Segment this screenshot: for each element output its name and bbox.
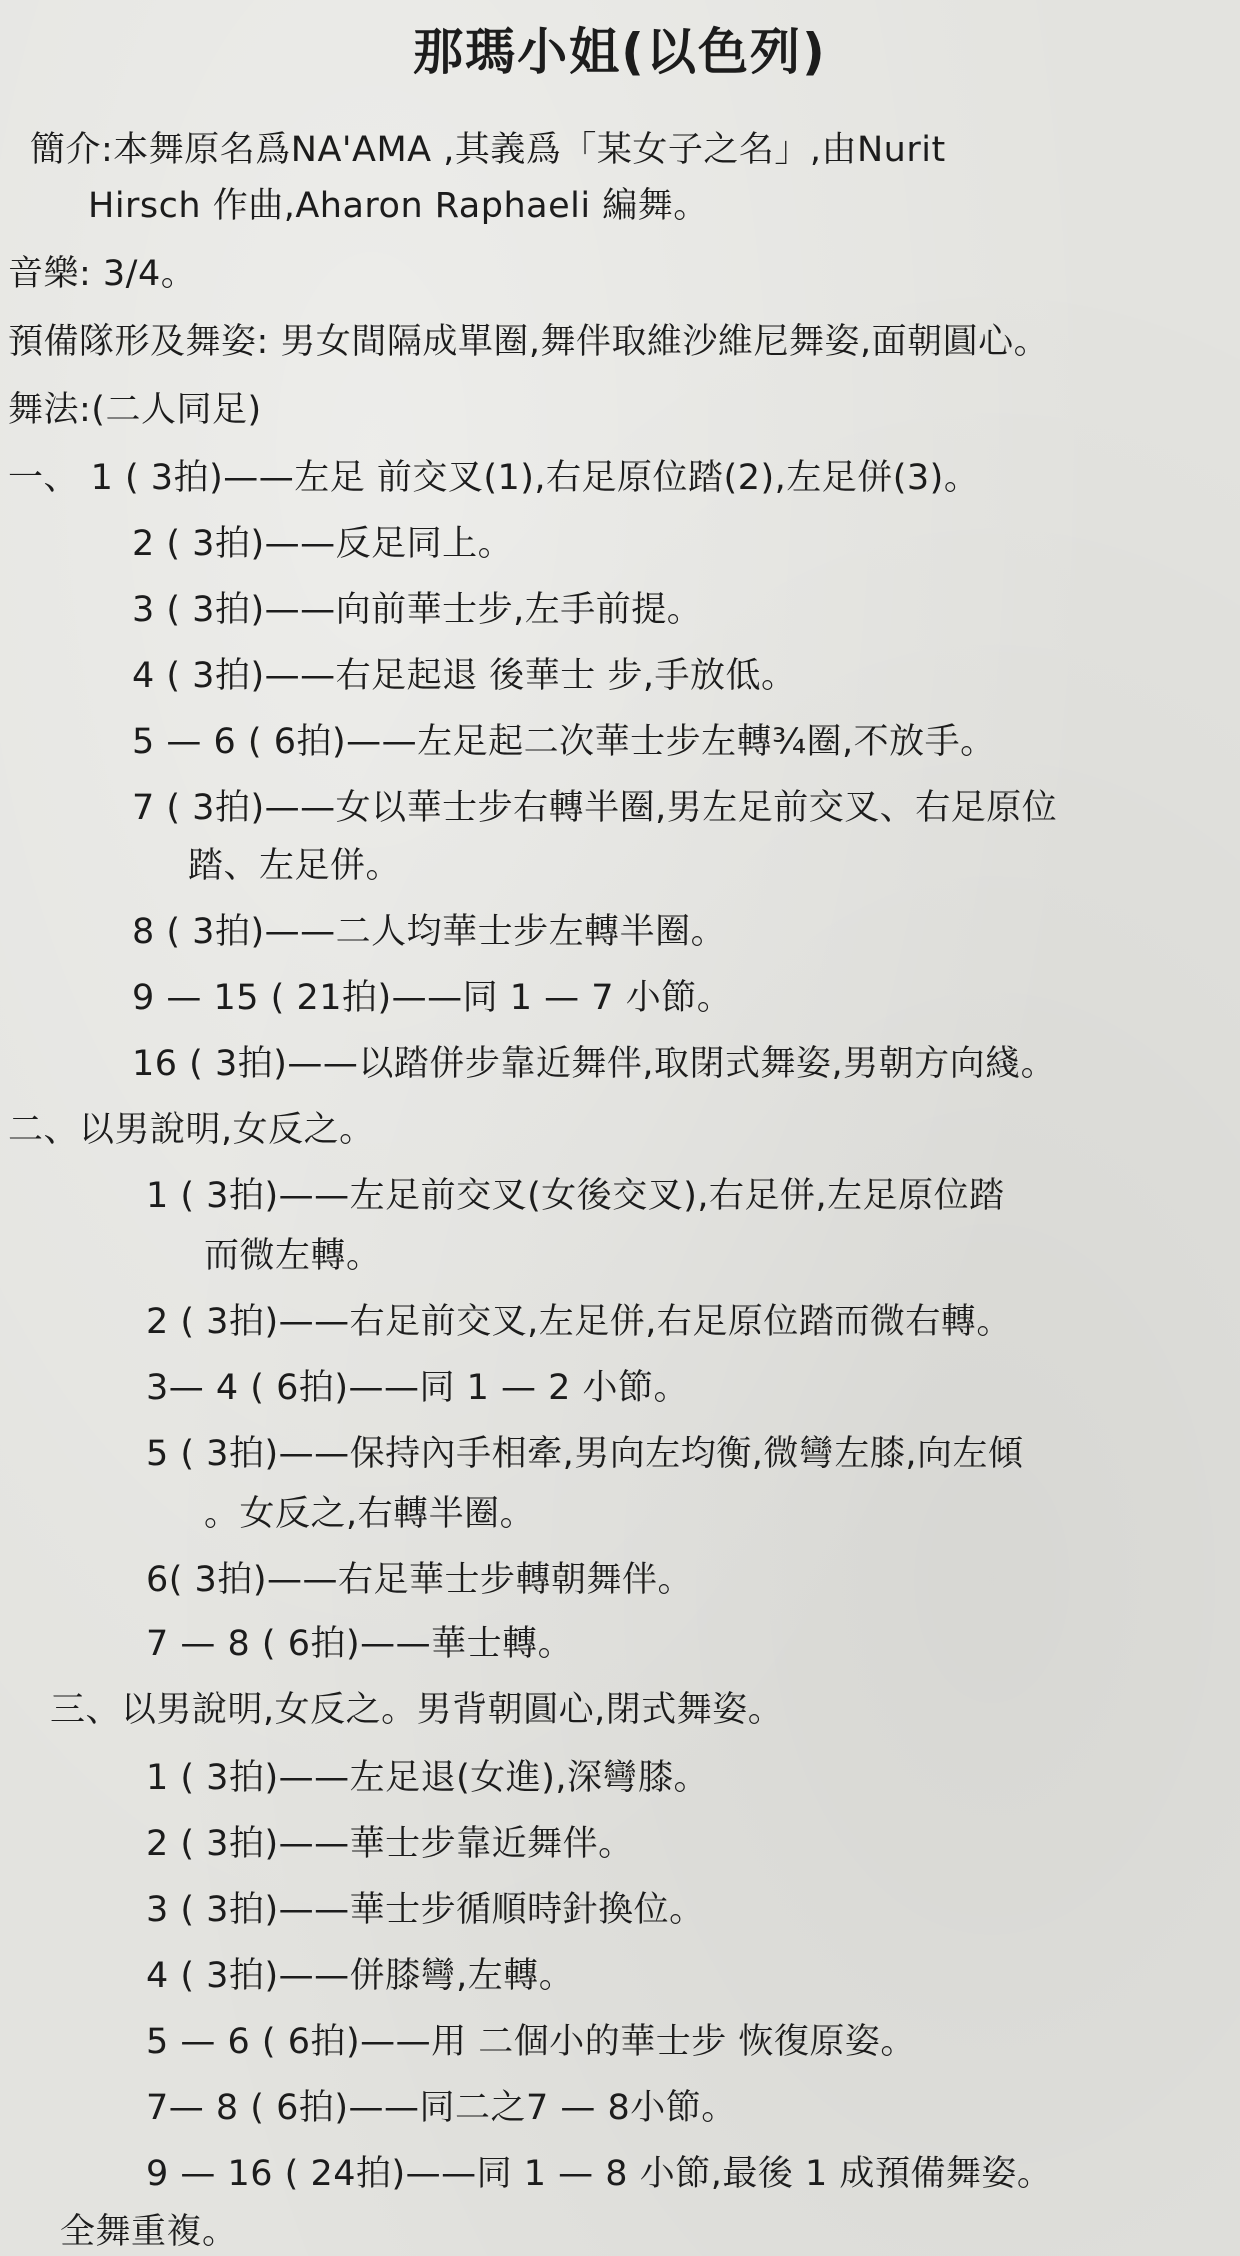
intro-line-2: Hirsch 作曲,Aharon Raphaeli 編舞。 [88, 186, 709, 226]
part3-step-4: 4 ( 3拍)——併膝彎,左轉。 [146, 1956, 575, 1996]
part2-step-5-cont: 。女反之,右轉半圈。 [204, 1494, 536, 1534]
part2-step-5: 5 ( 3拍)——保持內手相牽,男向左均衡,微彎左膝,向左傾 [146, 1434, 1024, 1474]
part1-step-9-15: 9 — 15 ( 21拍)——同 1 — 7 小節。 [132, 978, 733, 1018]
part1-step-2: 2 ( 3拍)——反足同上。 [132, 524, 514, 564]
part3-step-3: 3 ( 3拍)——華士步循順時針換位。 [146, 1890, 705, 1930]
part3-step-9-16: 9 — 16 ( 24拍)——同 1 — 8 小節,最後 1 成預備舞姿。 [146, 2154, 1053, 2194]
part1-step-3: 3 ( 3拍)——向前華士步,左手前提。 [132, 590, 703, 630]
page-title: 那瑪小姐(以色列) [413, 23, 827, 81]
part1-step-5-6: 5 — 6 ( 6拍)——左足起二次華士步左轉¾圈,不放手。 [132, 722, 996, 762]
part1-step-4: 4 ( 3拍)——右足起退 後華士 步,手放低。 [132, 656, 797, 696]
part1-step-7-cont: 踏、左足併。 [188, 846, 402, 886]
part2-step-6: 6( 3拍)——右足華士步轉朝舞伴。 [146, 1560, 693, 1600]
part1-step-7: 7 ( 3拍)——女以華士步右轉半圈,男左足前交叉、右足原位 [132, 788, 1058, 828]
part3-step-5-6: 5 — 6 ( 6拍)——用 二個小的華士步 恢復原姿。 [146, 2022, 916, 2062]
part3-header: 三、以男說明,女反之。男背朝圓心,閉式舞姿。 [50, 1690, 784, 1730]
part1-step-1: 一、 1 ( 3拍)——左足 前交叉(1),右足原位踏(2),左足併(3)。 [8, 458, 980, 498]
formation-line: 預備隊形及舞姿: 男女間隔成單圈,舞伴取維沙維尼舞姿,面朝圓心。 [8, 322, 1050, 362]
intro-line-1: 簡介:本舞原名爲NA'AMA ,其義爲「某女子之名」,由Nurit [30, 130, 946, 170]
part2-header: 二、以男說明,女反之。 [8, 1110, 375, 1150]
ending-line: 全舞重複。 [60, 2212, 238, 2252]
part1-step-16: 16 ( 3拍)——以踏併步靠近舞伴,取閉式舞姿,男朝方向綫。 [132, 1044, 1057, 1084]
part2-step-2: 2 ( 3拍)——右足前交叉,左足併,右足原位踏而微右轉。 [146, 1302, 1012, 1342]
part2-step-1: 1 ( 3拍)——左足前交叉(女後交叉),右足併,左足原位踏 [146, 1176, 1005, 1216]
part3-step-7-8: 7— 8 ( 6拍)——同二之7 — 8小節。 [146, 2088, 737, 2128]
part1-step-8: 8 ( 3拍)——二人均華士步左轉半圈。 [132, 912, 727, 952]
part3-step-2: 2 ( 3拍)——華士步靠近舞伴。 [146, 1824, 634, 1864]
music-line: 音樂: 3/4。 [8, 254, 197, 294]
part2-step-3-4: 3— 4 ( 6拍)——同 1 — 2 小節。 [146, 1368, 690, 1408]
part2-step-1-cont: 而微左轉。 [204, 1236, 382, 1276]
part3-step-1: 1 ( 3拍)——左足退(女進),深彎膝。 [146, 1758, 710, 1798]
method-line: 舞法:(二人同足) [8, 390, 262, 430]
part2-step-7-8: 7 — 8 ( 6拍)——華士轉。 [146, 1624, 574, 1664]
